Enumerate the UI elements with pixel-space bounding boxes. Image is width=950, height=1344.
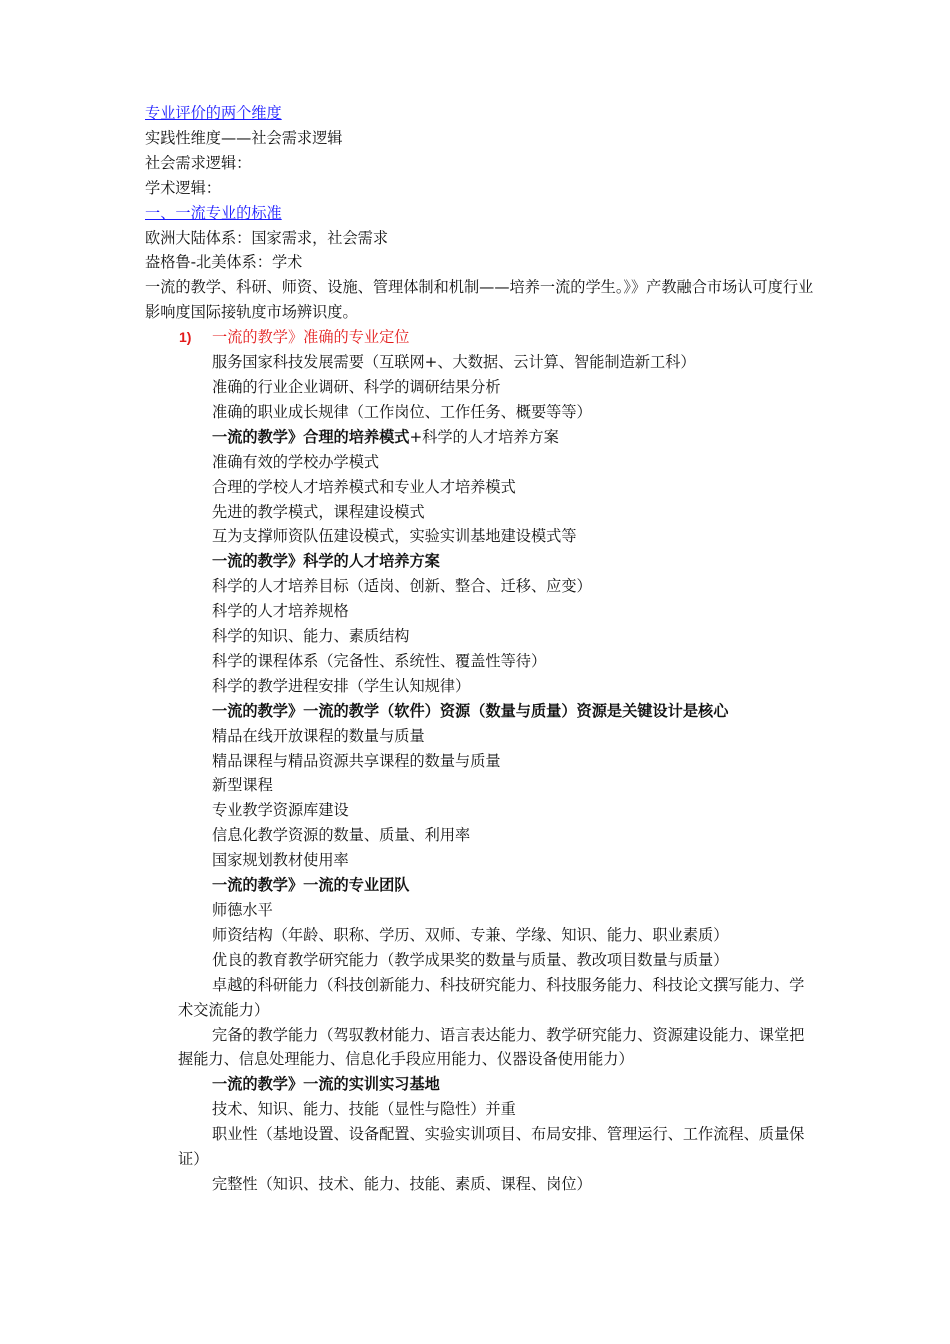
document-body — [145, 101, 817, 1197]
group-heading: 一流的教学》一流的实训实习基地 — [212, 1075, 440, 1094]
list-item: 精品在线开放课程的数量与质量 — [212, 726, 425, 745]
group-heading-suffix: +科学的人才培养方案 — [409, 427, 559, 446]
list-item: 准确有效的学校办学模式 — [212, 452, 380, 471]
list-item: 科学的课程体系（完备性、系统性、覆盖性等待） — [212, 651, 547, 670]
group-heading: 一流的教学》一流的教学（软件）资源（数量与质量）资源是关键设计是核心 — [212, 701, 729, 720]
list-item: 科学的教学进程安排（学生认知规律） — [212, 676, 471, 695]
list-item: 信息化教学资源的数量、质量、利用率 — [212, 826, 471, 845]
list-item: 准确的职业成长规律（工作岗位、工作任务、概要等等） — [212, 402, 592, 421]
intro-line: 实践性维度——社会需求逻辑 — [145, 128, 343, 147]
list-item: 合理的学校人才培养模式和专业人才培养模式 — [212, 477, 516, 496]
list-item: 技术、知识、能力、技能（显性与隐性）并重 — [212, 1100, 516, 1119]
list-item-title: 一流的教学》准确的专业定位 — [212, 328, 410, 347]
group-heading — [145, 425, 817, 450]
list-number: 1) — [179, 329, 192, 346]
system-line: 欧洲大陆体系：国家需求，社会需求 — [145, 228, 388, 247]
list-item: 科学的知识、能力、素质结构 — [212, 627, 410, 646]
list-item: 完整性（知识、技术、能力、技能、素质、课程、岗位） — [212, 1174, 592, 1193]
list-item: 专业教学资源库建设 — [212, 801, 349, 820]
list-item: 服务国家科技发展需要（互联网+、大数据、云计算、智能制造新工科） — [212, 353, 696, 372]
list-item: 新型课程 — [212, 776, 273, 795]
list-item-wrapped: 职业性（基地设置、设备配置、实验实训项目、布局安排、管理运行、工作流程、质量保证） — [178, 1125, 805, 1169]
list-item: 师资结构（年龄、职称、学历、双师、专兼、学缘、知识、能力、职业素质） — [212, 925, 729, 944]
list-item: 互为支撑师资队伍建设模式，实验实训基地建设模式等 — [212, 527, 577, 546]
group-heading: 一流的教学》一流的专业团队 — [212, 876, 410, 895]
list-item: 优良的教育教学研究能力（教学成果奖的数量与质量、教改项目数量与质量） — [212, 950, 729, 969]
list-item-wrapped: 卓越的科研能力（科技创新能力、科技研究能力、科技服务能力、科技论文撰写能力、学术交流能力） — [178, 975, 805, 1019]
list-item: 准确的行业企业调研、科学的调研结果分析 — [212, 377, 501, 396]
group-heading-bold: 一流的教学》合理的培养模式 — [212, 427, 410, 446]
list-item-wrapped: 完备的教学能力（驾驭教材能力、语言表达能力、教学研究能力、资源建设能力、课堂把握能力、信息处理能力、信息化手段应用能力、仪器设备使用能力） — [178, 1025, 805, 1069]
list-item: 师德水平 — [212, 901, 273, 919]
system-line: 盎格鲁-北美体系：学术 — [145, 253, 303, 272]
summary-paragraph: 一流的教学、科研、师资、设施、管理体制和机制——培养一流的学生。》》产教融合市场认可度行业影响度国际接轨度市场辨识度。 — [145, 278, 814, 322]
list-item: 先进的教学模式，课程建设模式 — [212, 502, 425, 521]
intro-line: 社会需求逻辑： — [145, 153, 252, 172]
title-link[interactable]: 专业评价的两个维度 — [145, 104, 282, 122]
group-heading: 一流的教学》科学的人才培养方案 — [212, 552, 440, 571]
list-item: 精品课程与精品资源共享课程的数量与质量 — [212, 751, 501, 770]
intro-line: 学术逻辑： — [145, 178, 221, 197]
list-item-1 — [145, 325, 817, 350]
list-item: 科学的人才培养规格 — [212, 602, 349, 621]
section-link[interactable]: 一、一流专业的标准 — [145, 203, 282, 222]
list-item: 国家规划教材使用率 — [212, 851, 349, 870]
list-item: 科学的人才培养目标（适岗、创新、整合、迁移、应变） — [212, 577, 592, 596]
